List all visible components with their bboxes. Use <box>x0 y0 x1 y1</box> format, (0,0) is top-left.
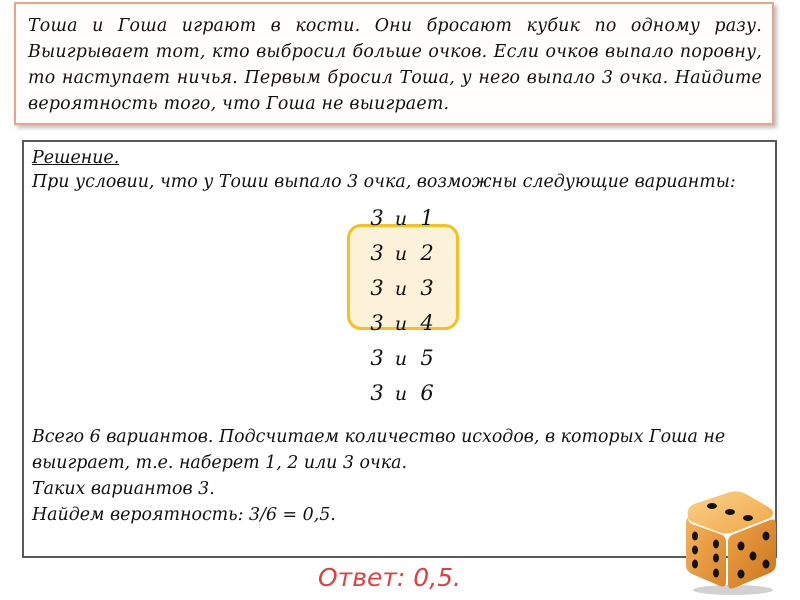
solution-intro: При условии, что у Тоши выпало 3 очка, возможны следующие варианты: <box>32 172 736 192</box>
variant-gosha: 2 <box>420 241 434 265</box>
solution-explanation <box>32 424 762 528</box>
variant-and: и <box>394 383 408 405</box>
solution-box <box>22 140 777 558</box>
variant-gosha: 5 <box>420 346 434 370</box>
dice-icon <box>678 486 778 596</box>
variant-tosha: 3 <box>370 311 384 335</box>
variant-row <box>364 235 442 271</box>
variant-tosha: 3 <box>370 241 384 265</box>
answer-text: Ответ: 0,5. <box>318 563 461 592</box>
variant-row <box>364 270 442 306</box>
variant-gosha: 1 <box>420 206 434 230</box>
variant-gosha: 6 <box>420 381 434 405</box>
variant-row <box>364 375 442 411</box>
variant-and: и <box>394 208 408 230</box>
variant-tosha: 3 <box>370 346 384 370</box>
variant-and: и <box>394 278 408 300</box>
solution-count-line: Таких вариантов 3. <box>32 479 215 499</box>
variant-and: и <box>394 243 408 265</box>
problem-text: Тоша и Гоша играют в кости. Они бросают кубик по одному разу. Выигрывает тот, кто выбросил больше очков. Если очков выпало поровну, то наступает ничья. Первым бросил Тоша, у него выпало 3 очка. Найдите вероятность того, что Гоша не выиграет. <box>28 16 762 114</box>
variant-row <box>364 305 442 341</box>
variant-and: и <box>394 348 408 370</box>
variant-and: и <box>394 313 408 335</box>
solution-probability-line: Найдем вероятность: 3/6 = 0,5. <box>32 505 336 525</box>
variant-tosha: 3 <box>370 206 384 230</box>
problem-box <box>14 2 774 125</box>
solution-heading: Решение. <box>32 148 120 168</box>
variant-row <box>364 340 442 376</box>
variant-tosha: 3 <box>370 276 384 300</box>
solution-total-line: Всего 6 вариантов. Подсчитаем количество исходов, в которых Гоша не выиграет, т.е. наберет 1, 2 или 3 очка. <box>32 427 726 473</box>
variant-gosha: 3 <box>420 276 434 300</box>
variant-gosha: 4 <box>420 311 434 335</box>
variant-tosha: 3 <box>370 381 384 405</box>
variant-row <box>364 200 442 236</box>
